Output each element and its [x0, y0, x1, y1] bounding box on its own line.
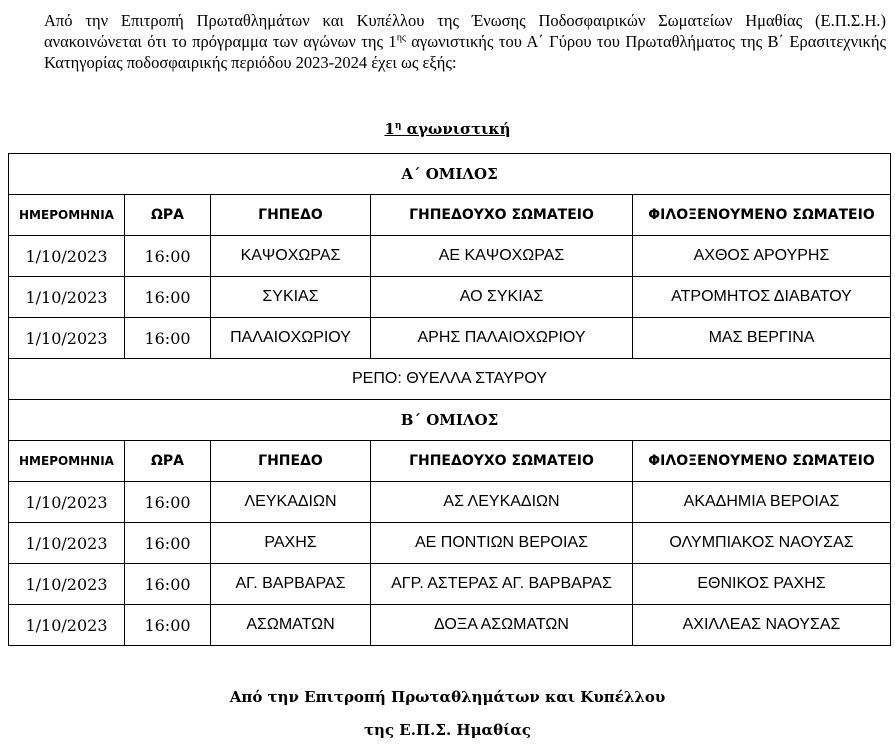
match-stadium: ΚΑΨΟΧΩΡΑΣ: [211, 236, 371, 277]
match-time: 16:00: [125, 523, 211, 564]
round-ordinal-suffix: η: [394, 121, 402, 131]
match-away-team: ΕΘΝΙΚΟΣ ΡΑΧΗΣ: [633, 564, 891, 605]
signature-line-1: Από την Επιτροπή Πρωταθλημάτων και Κυπέλλου: [229, 688, 666, 706]
match-home-team: ΑΓΡ. ΑΣΤΕΡΑΣ ΑΓ. ΒΑΡΒΑΡΑΣ: [371, 564, 633, 605]
match-date: 1/10/2023: [9, 605, 125, 646]
match-stadium: ΑΓ. ΒΑΡΒΑΡΑΣ: [211, 564, 371, 605]
intro-text-end: αγωνιστικής του Α΄ Γύρου του Πρωταθλήματος της Β΄ Ερασιτεχνικής Κατηγορίας ποδοσφαιρικής περιόδου 2023-2024 έχει ως εξής:: [44, 32, 886, 72]
match-date: 1/10/2023: [9, 523, 125, 564]
match-time: 16:00: [125, 318, 211, 359]
match-away-team: ΑΤΡΟΜΗΤΟΣ ΔΙΑΒΑΤΟΥ: [633, 277, 891, 318]
intro-text-start: Από την Επιτροπή Πρωταθλημάτων και Κυπέλλου της Ένωσης Ποδοσφαιρικών Σωματείων Ημαθίας (Ε.Π.Σ.Η.) ανακοινώνεται ότι το πρόγραμμα των αγώνων της 1: [44, 11, 886, 51]
match-away-team: ΟΛΥΜΠΙΑΚΟΣ ΝΑΟΥΣΑΣ: [633, 523, 891, 564]
table-row: [9, 318, 891, 359]
header-date: ΗΜΕΡΟΜΗΝΙΑ: [9, 441, 125, 482]
match-date: 1/10/2023: [9, 564, 125, 605]
table-row: [9, 523, 891, 564]
group-a-title: Α΄ ΟΜΙΛΟΣ: [9, 154, 891, 195]
group-b-title-row: [9, 400, 891, 441]
schedule-table: [8, 153, 891, 646]
round-title: [0, 120, 895, 138]
match-date: 1/10/2023: [9, 318, 125, 359]
header-away-team: ΦΙΛΟΞΕΝΟΥΜΕΝΟ ΣΩΜΑΤΕΙΟ: [633, 195, 891, 236]
match-time: 16:00: [125, 605, 211, 646]
rest-team: ΡΕΠΟ: ΘΥΕΛΛΑ ΣΤΑΥΡΟΥ: [9, 359, 891, 400]
round-title-text: αγωνιστική: [401, 120, 511, 138]
header-stadium: ΓΗΠΕΔΟ: [211, 195, 371, 236]
match-home-team: ΑΣ ΛΕΥΚΑΔΙΩΝ: [371, 482, 633, 523]
match-home-team: ΑΕ ΠΟΝΤΙΩΝ ΒΕΡΟΙΑΣ: [371, 523, 633, 564]
table-row: [9, 564, 891, 605]
match-time: 16:00: [125, 564, 211, 605]
match-away-team: ΑΧΘΟΣ ΑΡΟΥΡΗΣ: [633, 236, 891, 277]
match-home-team: ΑΕ ΚΑΨΟΧΩΡΑΣ: [371, 236, 633, 277]
match-stadium: ΑΣΩΜΑΤΩΝ: [211, 605, 371, 646]
match-time: 16:00: [125, 482, 211, 523]
match-time: 16:00: [125, 277, 211, 318]
match-home-team: ΔΟΞΑ ΑΣΩΜΑΤΩΝ: [371, 605, 633, 646]
match-stadium: ΣΥΚΙΑΣ: [211, 277, 371, 318]
table-row: [9, 277, 891, 318]
intro-ordinal-suffix: ης: [396, 32, 406, 44]
match-time: 16:00: [125, 236, 211, 277]
match-date: 1/10/2023: [9, 236, 125, 277]
round-number: 1: [384, 120, 395, 138]
match-away-team: ΑΚΑΔΗΜΙΑ ΒΕΡΟΙΑΣ: [633, 482, 891, 523]
match-home-team: ΑΡΗΣ ΠΑΛΑΙΟΧΩΡΙΟΥ: [371, 318, 633, 359]
header-time: ΩΡΑ: [125, 195, 211, 236]
group-a-rest-row: [9, 359, 891, 400]
signature-line-2: της Ε.Π.Σ. Ημαθίας: [363, 721, 532, 739]
match-date: 1/10/2023: [9, 277, 125, 318]
header-date: ΗΜΕΡΟΜΗΝΙΑ: [9, 195, 125, 236]
header-away-team: ΦΙΛΟΞΕΝΟΥΜΕΝΟ ΣΩΜΑΤΕΙΟ: [633, 441, 891, 482]
group-a-header-row: [9, 195, 891, 236]
match-stadium: ΡΑΧΗΣ: [211, 523, 371, 564]
header-time: ΩΡΑ: [125, 441, 211, 482]
group-b-header-row: [9, 441, 891, 482]
table-row: [9, 605, 891, 646]
intro-paragraph: [44, 10, 886, 73]
header-home-team: ΓΗΠΕΔΟΥΧΟ ΣΩΜΑΤΕΙΟ: [371, 441, 633, 482]
group-a-title-row: [9, 154, 891, 195]
match-home-team: ΑΟ ΣΥΚΙΑΣ: [371, 277, 633, 318]
group-b-title: Β΄ ΟΜΙΛΟΣ: [9, 400, 891, 441]
match-date: 1/10/2023: [9, 482, 125, 523]
table-row: [9, 236, 891, 277]
header-home-team: ΓΗΠΕΔΟΥΧΟ ΣΩΜΑΤΕΙΟ: [371, 195, 633, 236]
match-away-team: ΜΑΣ ΒΕΡΓΙΝΑ: [633, 318, 891, 359]
match-stadium: ΠΑΛΑΙΟΧΩΡΙΟΥ: [211, 318, 371, 359]
match-away-team: ΑΧΙΛΛΕΑΣ ΝΑΟΥΣΑΣ: [633, 605, 891, 646]
header-stadium: ΓΗΠΕΔΟ: [211, 441, 371, 482]
match-stadium: ΛΕΥΚΑΔΙΩΝ: [211, 482, 371, 523]
table-row: [9, 482, 891, 523]
